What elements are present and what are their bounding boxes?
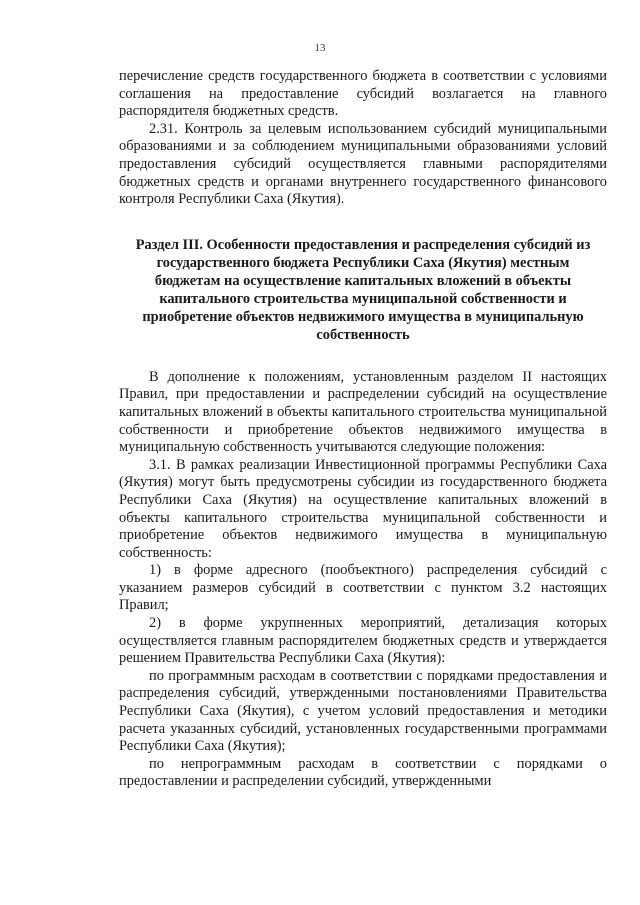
paragraph-2-31-control: 2.31. Контроль за целевым использованием субсидий муниципальными образованиями и за соблюдением муниципальными образованиями условий предоставления субсидий осуществляется главными распорядителями бюджетных средств и органами внутреннего государственного финансового контроля Республики Саха (Якутия). — [119, 120, 607, 208]
list-item-1: 1) в форме адресного (пообъектного) распределения субсидий с указанием размеров субсидий в соответствии с пунктом 3.2 настоящих Правил; — [119, 562, 607, 614]
paragraph-program-expenses: по программным расходам в соответствии с порядками предоставления и распределения субсидий, утвержденными постановлениями Правительства Республики Саха (Якутия), с учетом условий предоставления и методики расчета указанных субсидий, установленных государственными программами Республики Саха (Якутия); — [119, 667, 607, 755]
section-heading: Раздел III. Особенности предоставления и распределения субсидий из государственного бюджета Республики Саха (Якутия) местным бюджетам на осуществление капитальных вложений в объекты капитального строительства муниципальной собственности и приобретение объектов недвижимого имущества в муниципальную собственность — [135, 236, 591, 343]
paragraph-transfer-funds: перечисление средств государственного бюджета в соответствии с условиями соглашения на предоставление субсидий возлагается на главного распорядителя бюджетных средств. — [119, 68, 607, 120]
paragraph-section-intro: В дополнение к положениям, установленным разделом II настоящих Правил, при предоставлении и распределении субсидий на осуществление капитальных вложений в объекты капитального строительства муниципальной собственности и приобретение объектов недвижимого имущества в муниципальную собственность учитываются следующие положения: — [119, 368, 607, 456]
list-item-2: 2) в форме укрупненных мероприятий, детализация которых осуществляется главным распорядителем бюджетных средств и утверждается решением Правительства Республики Саха (Якутия): — [119, 615, 607, 667]
paragraph-nonprogram-expenses: по непрограммным расходам в соответствии с порядками о предоставлении и распределении субсидий, утвержденными — [119, 755, 607, 790]
page-number: 13 — [314, 42, 326, 54]
paragraph-3-1: 3.1. В рамках реализации Инвестиционной программы Республики Саха (Якутия) могут быть предусмотрены субсидии из государственного бюджета Республики Саха (Якутия) на осуществление капитальных вложений в объекты капитального строительства муниципальной собственности и приобретение объектов недвижимого имущества в муниципальную собственность: — [119, 456, 607, 561]
page-body — [119, 68, 607, 791]
